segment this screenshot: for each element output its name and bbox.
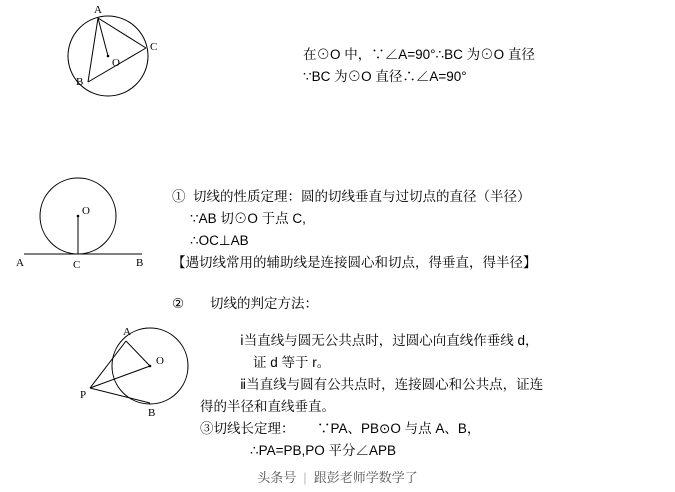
section-3-item-ii-continued: 得的半径和直线垂直。 bbox=[200, 399, 335, 414]
footer-separator: | bbox=[303, 470, 307, 485]
figure-1-label-A: A bbox=[94, 4, 102, 16]
figure-2-label-A: A bbox=[16, 257, 24, 269]
section-1-text bbox=[303, 44, 535, 88]
section-3-marker: ② bbox=[172, 296, 185, 311]
section-2-line-1: ① 切线的性质定理：圆的切线垂直与过切点的直径（半径） bbox=[172, 189, 531, 204]
figure-3-label-B: B bbox=[148, 407, 156, 419]
figure-2-label-C: C bbox=[73, 259, 81, 271]
section-2-line-3: ∴OC⊥AB bbox=[190, 233, 249, 248]
footer-brand: 头条号 bbox=[257, 470, 297, 485]
section-2-line-4: 【遇切线常用的辅助线是连接圆心和切点，得垂直，得半径】 bbox=[172, 255, 537, 270]
figure-1-label-B: B bbox=[76, 76, 84, 88]
figure-2-svg bbox=[10, 176, 160, 271]
section-1-line-2: ∵BC 为⊙O 直径∴∠A=90° bbox=[303, 69, 467, 84]
figure-1-label-O: O bbox=[112, 57, 120, 69]
section-3-item-i-continued: 证 d 等于 r。 bbox=[253, 355, 331, 370]
figure-inscribed-right-triangle bbox=[46, 4, 176, 104]
figure-two-tangents bbox=[78, 318, 208, 438]
figure-3-svg bbox=[78, 318, 208, 438]
figure-1-svg bbox=[46, 4, 176, 104]
section-3-item-iii: ③切线长定理： ∵PA、PB⊙O 与点 A、B， bbox=[200, 421, 481, 436]
figure-tangent-line bbox=[10, 176, 160, 271]
section-3-title: 切线的判定方法： bbox=[210, 296, 318, 311]
footer-account: 跟彭老师学数学了 bbox=[313, 470, 418, 485]
section-3-item-ii: ⅱ当直线与圆有公共点时，连接圆心和公共点，证连 bbox=[240, 377, 544, 392]
section-3-item-iii-continued: ∴PA=PB,PO 平分∠APB bbox=[250, 443, 397, 458]
figure-3-label-A: A bbox=[123, 326, 131, 338]
figure-2-label-B: B bbox=[136, 257, 144, 269]
footer-watermark bbox=[0, 467, 675, 486]
figure-3-label-P: P bbox=[80, 389, 87, 401]
section-3-item-i: ⅰ当直线与圆无公共点时，过圆心向直线作垂线 d， bbox=[240, 333, 539, 348]
figure-3-label-O: O bbox=[156, 355, 164, 367]
figure-1-label-C: C bbox=[150, 41, 158, 53]
section-2-line-2: ∵AB 切⊙O 于点 C, bbox=[190, 211, 306, 226]
section-1-line-1: 在⊙O 中，∵∠A=90°∴BC 为⊙O 直径 bbox=[303, 47, 535, 62]
figure-2-label-O: O bbox=[82, 205, 90, 217]
